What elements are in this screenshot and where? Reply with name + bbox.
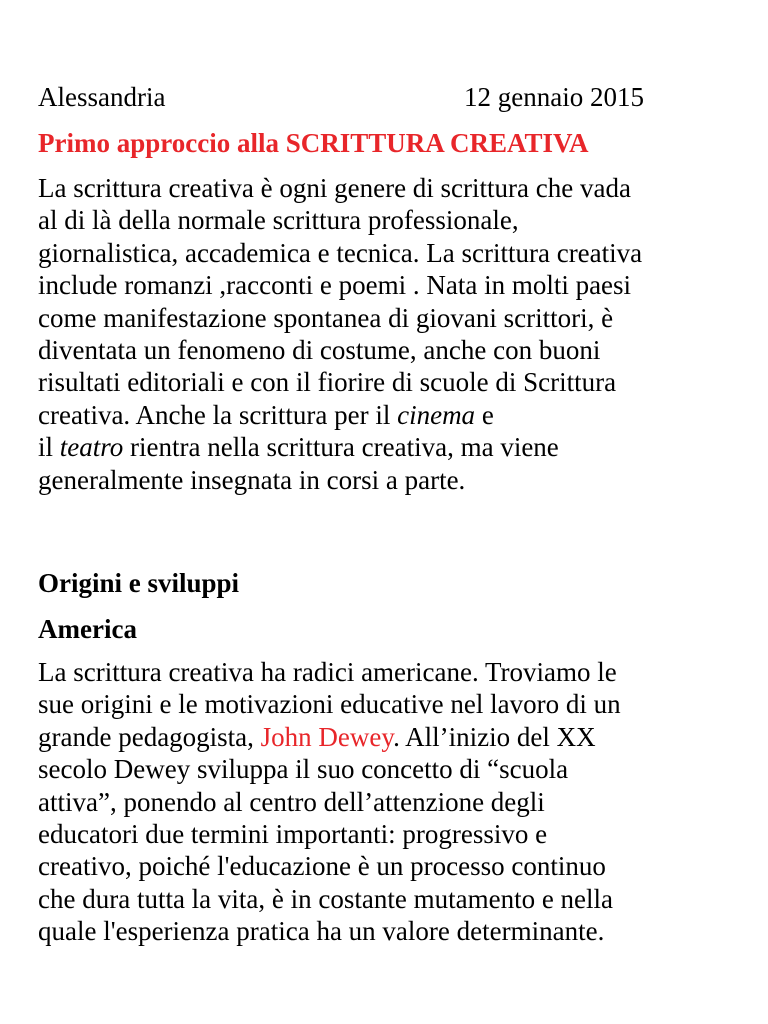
line-text: grande pedagogista, (38, 721, 261, 752)
header-date: 12 gennaio 2015 (464, 82, 644, 112)
paragraph-line: attiva”, ponendo al centro dell’attenzione degli (38, 786, 545, 817)
paragraph-line: La scrittura creativa è ogni genere di scrittura che vada (38, 173, 631, 203)
america-paragraph (38, 656, 738, 948)
paragraph-line: quale l'esperienza pratica ha un valore determinante. (38, 916, 605, 947)
line-text: . All’inizio del XX (393, 721, 596, 752)
paragraph-line: come manifestazione spontanea di giovani scrittori, è (38, 302, 614, 333)
paragraph-line: La scrittura creativa ha radici americane. Troviamo le (38, 657, 617, 687)
line-text: e (475, 399, 494, 430)
document-title: Primo approccio alla SCRITTURA CREATIVA (38, 128, 589, 158)
paragraph-line: creativo, poiché l'educazione è un processo continuo (38, 851, 606, 882)
line-text: rientra nella scrittura creativa, ma viene (123, 432, 559, 463)
header-place: Alessandria (38, 82, 166, 112)
paragraph-line (38, 431, 738, 463)
header-line (38, 80, 678, 114)
intro-paragraph (38, 172, 738, 496)
paragraph-line: che dura tutta la vita, è in costante mutamento e nella (38, 883, 614, 914)
paragraph-line: educatori due termini importanti: progressivo e (38, 818, 548, 849)
paragraph-line: include romanzi ,racconti e poemi . Nata in molti paesi (38, 270, 632, 301)
line-text: il (38, 432, 60, 463)
line-text: creativa. Anche la scrittura per il (38, 399, 398, 430)
italic-term-teatro: teatro (59, 432, 124, 463)
paragraph-line: al di là della normale scrittura professionale, (38, 205, 519, 236)
paragraph-line: giornalistica, accademica e tecnica. La scrittura creativa (38, 237, 643, 268)
paragraph-line: secolo Dewey sviluppa il suo concetto di “scuola (38, 754, 569, 785)
section-heading-origini: Origini e sviluppi (38, 568, 240, 598)
paragraph-line (38, 721, 738, 753)
paragraph-line (38, 399, 738, 431)
highlighted-name-john-dewey: John Dewey (260, 721, 394, 752)
paragraph-line: risultati editoriali e con il fiorire di scuole di Scrittura (38, 367, 617, 398)
paragraph-line: generalmente insegnata in corsi a parte. (38, 464, 466, 495)
paragraph-line: sue origini e le motivazioni educative nel lavoro di un (38, 689, 621, 720)
italic-term-cinema: cinema (397, 399, 476, 430)
paragraph-line: diventata un fenomeno di costume, anche con buoni (38, 334, 601, 365)
subsection-heading-america: America (38, 614, 137, 644)
